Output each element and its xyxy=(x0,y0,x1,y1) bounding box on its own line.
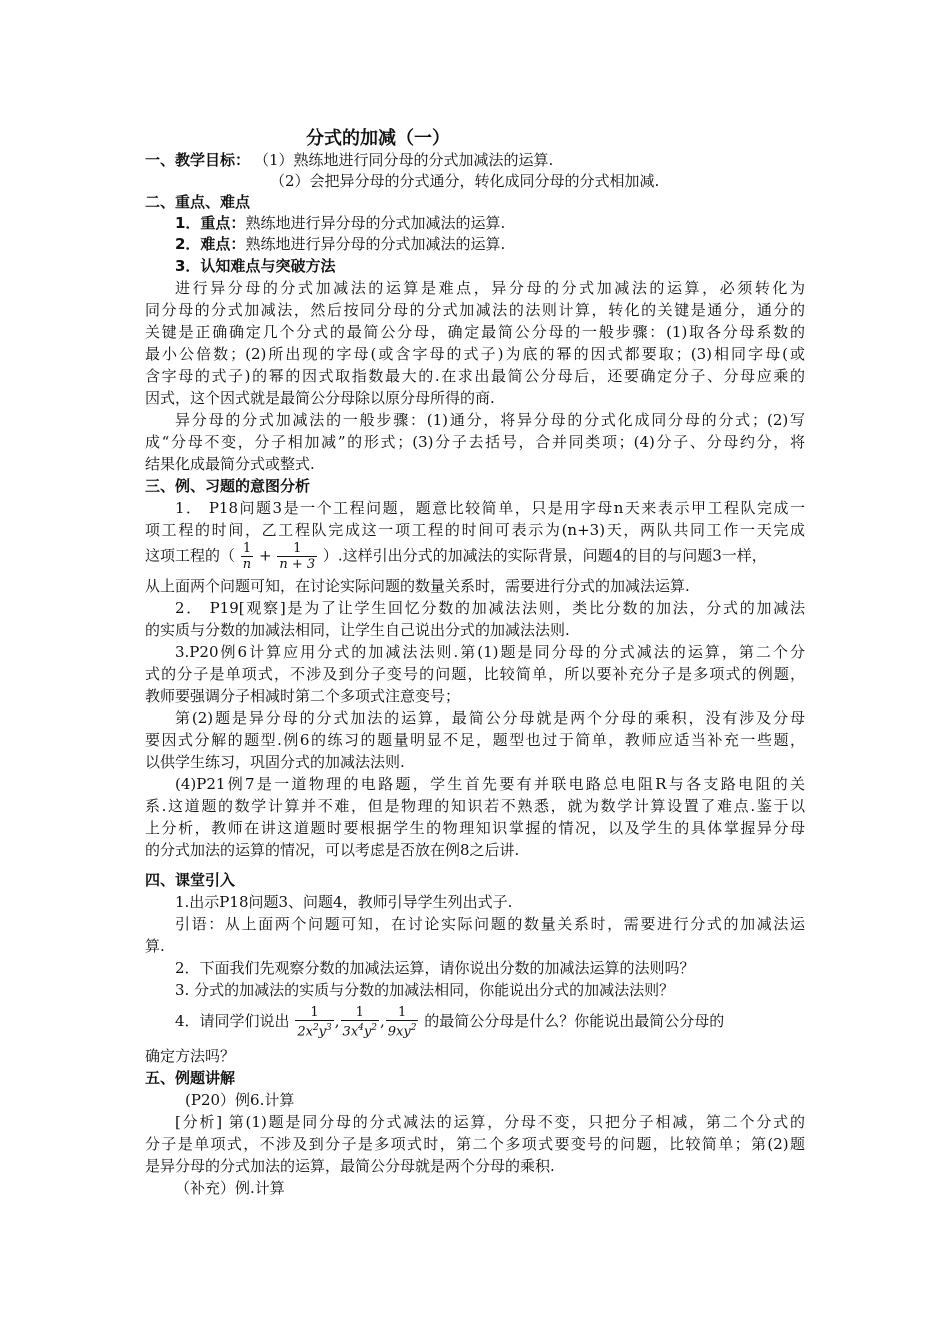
page-title: 分式的加减（一） xyxy=(306,128,450,149)
text-line: 引语：从上面两个问题可知，在讨论实际问题的数量关系时，需要进行分式的加减法运 xyxy=(175,915,805,933)
text-line: 含字母的式子)的幂的因式取指数最大的.在求出最简公分母后，还要确定分子、分母应乘的 xyxy=(145,367,805,385)
den-part: 9xy xyxy=(387,1024,411,1040)
numerator: 1 xyxy=(277,541,317,557)
denominator xyxy=(386,1021,419,1039)
fraction-1-over-n xyxy=(241,541,253,572)
text-line: [分析] 第(1)题是同分母的分式减法的运算，分母不变，只把分子相减，第二个分式的 xyxy=(175,1113,805,1131)
fraction-9xy2 xyxy=(386,1005,419,1039)
text-line: 是异分母的分式加法的运算，最简公分母就是两个分母的乘积. xyxy=(145,1157,555,1175)
den-part: y xyxy=(363,1024,372,1040)
denominator xyxy=(341,1021,379,1039)
section-heading: 三、例、习题的意图分析 xyxy=(145,477,311,495)
den-part: y xyxy=(318,1024,327,1040)
section-objectives xyxy=(145,150,553,170)
text-span: ）.这样引出分式的加减法的实际背景，问题4的目的与问题3一样， xyxy=(322,546,767,565)
text-line: 要因式分解的题型.例6的练习的题量明显不足，题型也过于简单，教师应适当补充一些题， xyxy=(145,731,805,749)
text-span: 熟练地进行异分母的分式加减法的运算. xyxy=(245,214,506,232)
text-line: 进行异分母的分式加减法的运算是难点，异分母的分式加减法的运算，必须转化为 xyxy=(175,279,805,297)
plus-sign: + xyxy=(258,546,272,565)
text-line: 1.出示P18问题3、问题4，教师引导学生列出式子. xyxy=(175,893,513,911)
text-line: 关键是正确确定几个分式的最简公分母，确定最简公分母的一般步骤：(1)取各分母系数的 xyxy=(145,323,805,341)
den-part: 2x xyxy=(297,1024,313,1040)
denominator: n xyxy=(242,557,252,572)
denominator: n + 3 xyxy=(279,557,316,572)
text-line: 2．下面我们先观察分数的加减法运算，请你说出分数的加减法运算的法则吗？ xyxy=(175,959,695,977)
label-bold: 1．重点： xyxy=(175,214,246,232)
text-line: 1． P18问题3是一个工程问题，题意比较简单，只是用字母n天来表示甲工程队完成一 xyxy=(175,499,805,517)
text-line: 3. 分式的加减法的实质与分数的加减法相同，你能说出分式的加减法法则？ xyxy=(175,981,675,999)
text-span: 这项工程的（ xyxy=(145,546,236,565)
comma: , xyxy=(334,1012,340,1031)
text-line: 确定方法吗？ xyxy=(145,1047,236,1065)
exponent: 3 xyxy=(326,1023,332,1033)
text-line: 同分母的分式加减法，然后按同分母的分式加减法的法则计算，转化的关键是通分，通分的 xyxy=(145,301,805,319)
text-line-with-formula xyxy=(175,1005,724,1039)
text-line: 异分母的分式加减法的一般步骤：(1)通分，将异分母的分式化成同分母的分式；(2)写 xyxy=(175,411,805,429)
text-line xyxy=(175,213,505,233)
numerator: 1 xyxy=(241,541,253,557)
text-line: 项工程的时间，乙工程队完成这一项工程的时间可表示为(n+3)天，两队共同工作一天完成 xyxy=(145,521,805,539)
text-line xyxy=(175,234,505,254)
text-line: (P20）例6.计算 xyxy=(185,1091,295,1109)
text-line: 结果化成最简分式或整式. xyxy=(145,455,315,473)
numerator: 1 xyxy=(295,1005,333,1021)
section-heading: 二、重点、难点 xyxy=(145,193,251,211)
text-line: 算. xyxy=(145,937,165,955)
text-line: 最小公倍数；(2)所出现的字母(或含字母的式子)为底的幂的因式都要取；(3)相同字母(或 xyxy=(145,345,805,363)
text-line: 教师要强调分子相减时第二个多项式注意变号； xyxy=(145,687,461,705)
label-bold: 2．难点： xyxy=(175,235,246,253)
fraction-2x2y3 xyxy=(295,1005,333,1039)
text-line: 分子是单项式，不涉及到分子是多项式时，第二个多项式要变号的问题，比较简单；第(2)题 xyxy=(145,1135,805,1153)
denominator xyxy=(295,1021,333,1039)
fraction-3x4y2 xyxy=(341,1005,379,1039)
text-line: 以供学生练习，巩固分式的加减法法则. xyxy=(145,753,405,771)
exponent: 4 xyxy=(358,1023,364,1033)
text-line: （1）熟练地进行同分母的分式加减法的运算. xyxy=(254,151,554,169)
text-line-with-formula xyxy=(145,541,767,572)
text-line: 系.这道题的数学计算并不难，但是物理的知识若不熟悉，就为数学计算设置了难点.鉴于以 xyxy=(145,797,805,815)
exponent: 2 xyxy=(410,1023,417,1033)
text-line: 的实质与分数的加减法相同，让学生自己说出分式的加减法法则. xyxy=(145,621,570,639)
text-line: 的分式加法的运算的情况，可以考虑是否放在例8之后讲. xyxy=(145,841,520,859)
text-line: 2． P19[观察]是为了让学生回忆分数的加减法法则，类比分数的加法，分式的加减法 xyxy=(175,599,805,617)
text-line: (4)P21例7是一道物理的电路题，学生首先要有并联电路总电阻R与各支路电阻的关 xyxy=(175,775,805,793)
comma: , xyxy=(379,1012,385,1031)
numerator: 1 xyxy=(386,1005,419,1021)
exponent: 2 xyxy=(312,1023,319,1033)
section-heading: 一、教学目标： xyxy=(145,151,251,169)
section-heading: 四、课堂引入 xyxy=(145,871,236,889)
text-line: 成“分母不变，分子相加减”的形式；(3)分子去括号，合并同类项；(4)分子、分母约分，将 xyxy=(145,433,805,451)
exponent: 2 xyxy=(371,1023,377,1033)
text-line: 3.P20例6计算应用分式的加减法法则.第(1)题是同分母的分式减法的运算，第二个分 xyxy=(175,643,805,661)
numerator: 1 xyxy=(341,1005,379,1021)
text-span: 4．请同学们说出 xyxy=(175,1012,290,1031)
text-line: 因式，这个因式就是最简公分母除以原分母所得的商. xyxy=(145,389,495,407)
subsection-heading: 3．认知难点与突破方法 xyxy=(175,257,336,275)
den-part: 3x xyxy=(342,1024,359,1040)
fraction-1-over-n-plus-3 xyxy=(277,541,317,572)
text-line: 上分析，教师在讲这道题时要根据学生的物理知识掌握的情况，以及学生的具体掌握异分母 xyxy=(145,819,805,837)
text-span: 的最简公分母是什么？你能说出最简公分母的 xyxy=(424,1012,725,1031)
text-line: （补充）例.计算 xyxy=(175,1179,285,1197)
section-heading: 五、例题讲解 xyxy=(145,1069,236,1087)
text-line: 第(2)题是异分母的分式加法的运算，最简公分母就是两个分母的乘积，没有涉及分母 xyxy=(175,709,805,727)
text-line: （2）会把异分母的分式通分，转化成同分母的分式相加减. xyxy=(270,172,660,190)
text-line: 从上面两个问题可知，在讨论实际问题的数量关系时，需要进行分式的加减法运算. xyxy=(145,577,690,595)
text-line: 式的分子是单项式，不涉及到分子变号的问题，比较简单，所以要补充分子是多项式的例题， xyxy=(145,665,805,683)
text-span: 熟练地进行异分母的分式加减法的运算. xyxy=(245,235,506,253)
